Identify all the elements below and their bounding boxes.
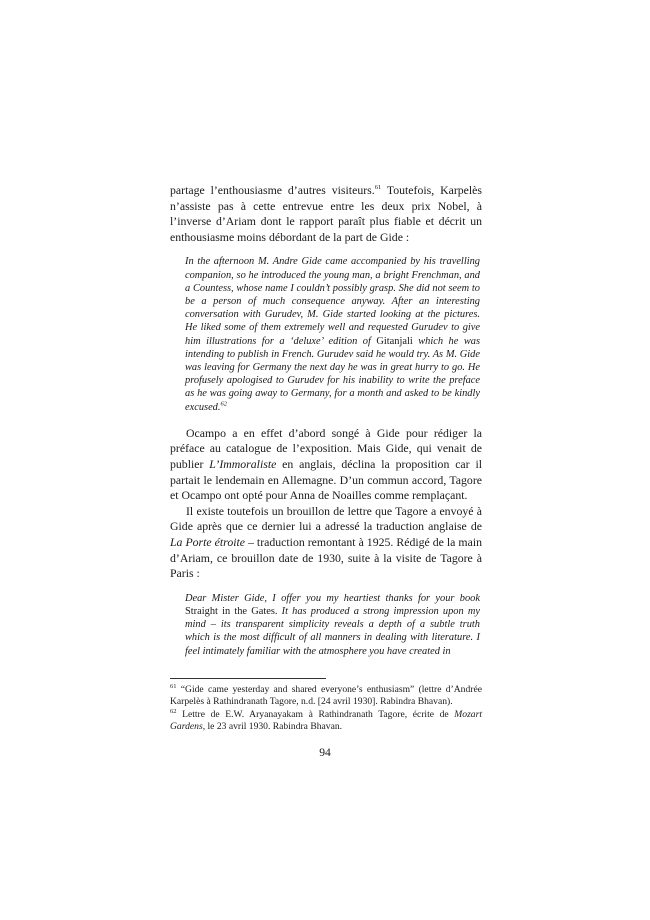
quote-1-title: Gitanjali [376, 335, 413, 347]
paragraph-3-text-b: – traduction remontant à 1925. Rédigé de la main d’Ariam, ce brouillon date de 1930, suite à la visite de Tagore à Paris : [170, 534, 482, 581]
footnote-61-text: “Gide came yesterday and shared everyone’s enthusiasm” (lettre d’Andrée Karpelès à Rathindranath Tagore, n.d. [24 avril 1930]. Rabindra Bhavan). [170, 684, 482, 708]
footnote-61-number: 61 [170, 682, 177, 690]
footnote-ref-61[interactable]: 61 [374, 184, 382, 192]
paragraph-3-title: La Porte étroite [170, 534, 246, 549]
quote-2-text-a: Dear Mister Gide, I offer you my heartiest thanks for your book [185, 592, 480, 604]
paragraph-2-text-b: en anglais, déclina la proposition car il partait le lendemain en Allemagne. D’un commun accord, Tagore et Ocampo ont opté pour Anna de Noailles comme remplaçant. [170, 457, 482, 503]
quote-2-title: Straight in the Gates. [185, 605, 278, 617]
footnote-62-title: Mozart Gardens [170, 708, 482, 733]
footnotes [170, 684, 482, 734]
main-text-block [170, 183, 482, 658]
footnote-separator [170, 678, 326, 679]
paragraph-1 [170, 183, 482, 245]
footnote-62-text-b: , le 23 avril 1930. Rabindra Bhavan. [202, 721, 343, 733]
quote-1-text-b: which he was intending to publish in French. Gurudev said he would try. As M. Gide was leaving for Germany the next day he was in great hurry to go. He profusely apologised to Gurudev for his inability to write the preface as he was going away to Germany, for a month and asked to be kindly excused. [185, 335, 480, 413]
footnote-ref-62[interactable]: 62 [220, 400, 227, 408]
block-quote-1 [185, 255, 480, 413]
paragraph-1-text-a: partage l’enthousiasme d’autres visiteurs. [170, 183, 375, 197]
footnote-61 [170, 684, 482, 709]
paragraph-2-title: L’Immoraliste [209, 457, 277, 471]
page-number: 94 [319, 746, 331, 759]
paragraph-2 [170, 426, 482, 504]
paragraph-3-text-a: Il existe toutefois un brouillon de lettre que Tagore a envoyé à Gide après que ce dernier lui a adressé la traduction anglaise de [170, 503, 482, 534]
paragraph-1-text-b: Toutefois, Karpelès n’assiste pas à cette entrevue entre les deux prix Nobel, à l’inverse d’Ariam dont le rapport paraît plus fiable et décrit un enthousiasme moins débordant de la part de Gide : [170, 183, 482, 244]
paragraph-2-text-a: Ocampo a en effet d’abord songé à Gide pour rédiger la préface au catalogue de l’exposition. Mais Gide, qui venait de publier [170, 425, 482, 471]
footnote-62-number: 62 [170, 707, 177, 715]
footnote-62-text-a: Lettre de E.W. Aryanayakam à Rathindranath Tagore, écrite de [176, 708, 455, 720]
quote-1-text-a: In the afternoon M. Andre Gide came accompanied by his travelling companion, so he introduced the young man, a bright Frenchman, and a Countess, whose name I couldn’t possibly grasp. She did not seem to be a person of much consequence anyway. After an interesting conversation with Gurudev, M. Gide started looking at the pictures. He liked some of them extremely well and requested Gurudev to give him illustrations for a ‘deluxe’ edition of [185, 256, 480, 347]
paragraph-3 [170, 504, 482, 582]
footnote-62 [170, 709, 482, 734]
block-quote-2 [185, 592, 480, 658]
quote-2-text-b: It has produced a strong impression upon my mind – its transparent simplicity reveals a depth of a subtle truth which is the most difficult of all manners in dealing with literature. I feel intimately familiar with the atmosphere you have created in [185, 605, 480, 657]
